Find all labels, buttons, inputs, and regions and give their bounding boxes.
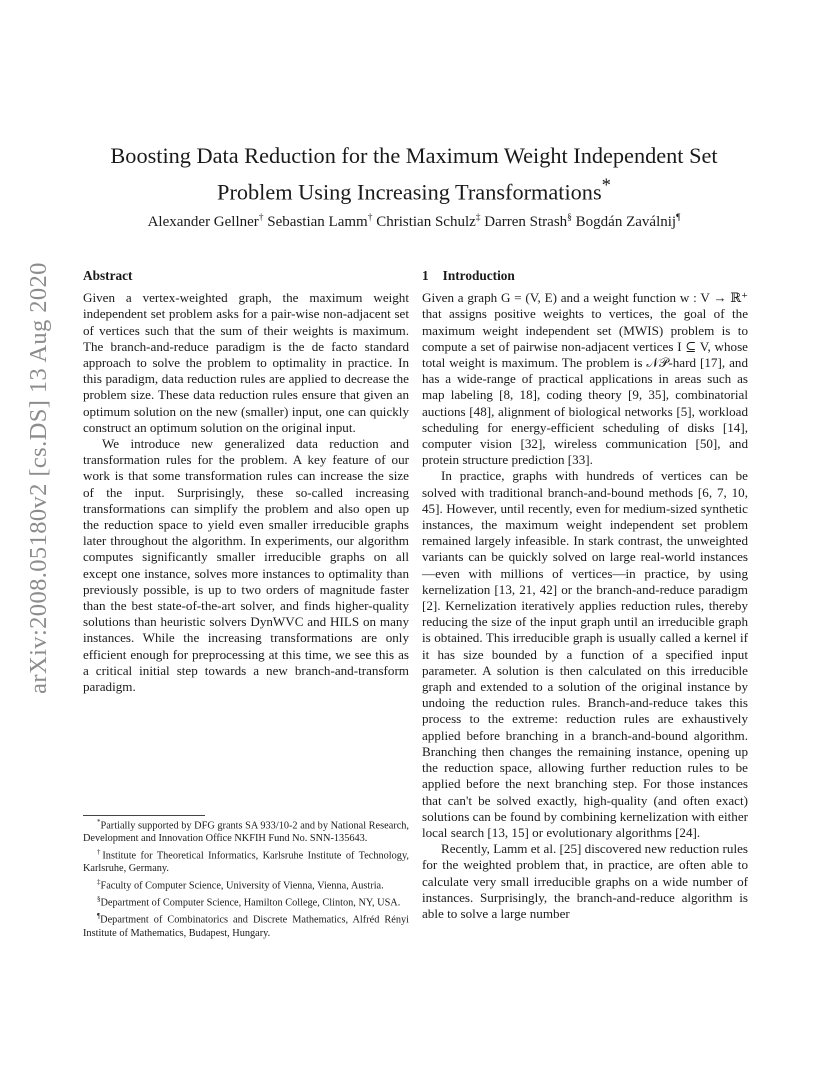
left-column [83, 268, 409, 695]
abstract-paragraph-2: We introduce new generalized data reduction and transformation rules for the problem. A key feature of our work is that some transformation rules can increase the size of the input. Surprisingly, these so-called increasing transformations can simplify the problem and also open up the reduction space to yield even smaller irreducible graphs later throughout the algorithm. In experiments, our algorithm computes significantly smaller irreducible graphs on all except one instance, solves more instances to optimality than previously possible, is up to two orders of magnitude faster than the best state-of-the-art solver, and finds higher-quality solutions than heuristic solvers DynWVC and HILS on many instances. While the increasing transformations are only efficient enough for preprocessing at this time, we see this as a critical initial step towards a new branch-and-transform paradigm. [83, 436, 409, 695]
title-line-2: Problem Using Increasing Transformations [217, 179, 602, 205]
author-affiliation-mark: † [367, 213, 373, 223]
footnote-mark: * [97, 818, 101, 826]
footnote-mark: ‡ [97, 878, 101, 887]
footnote [83, 893, 409, 910]
arxiv-identifier [19, 261, 59, 694]
footnote-mark: § [97, 895, 101, 904]
author-name: Alexander Gellner [147, 214, 259, 230]
footnote-text: Institute for Theoretical Informatics, Karlsruhe Institute of Technology, Karlsruhe, Germany. [83, 850, 410, 875]
footnote-mark: † [97, 848, 103, 857]
footnote-text: Department of Combinatorics and Discrete Mathematics, Alfréd Rényi Institute of Mathematics, Budapest, Hungary. [83, 914, 409, 939]
intro-paragraph-2: In practice, graphs with hundreds of vertices can be solved with traditional branch-and-bound methods [6, 7, 10, 45]. However, until recently, even for medium-sized synthetic instances, the maximum weight independent set problem remained largely infeasible. In stark contrast, the unweighted variants can be quickly solved on large real-world instances—even with millions of vertices—in practice, by using kernelization [13, 21, 42] or the branch-and-reduce paradigm [2]. Kernelization iteratively applies reduction rules, thereby reducing the size of the input graph until an irreducible graph is obtained. This irreducible graph is usually called a kernel if it has size bounded by a function of a specified input parameter. A solution is then calculated on this irreducible graph and extended to a solution of the original instance by undoing the reduction rules. Branch-and-reduce takes this process to the extreme: reduction rules are exhaustively applied before branching in a branch-and-bound algorithm. Branching then changes the remaining instance, opening up the reduction space, allowing further reduction rules to be applied before the next branching step. For those instances that can't be solved exactly, high-quality (and often exact) solutions can be found by combining kernelization with either local search [13, 15] or evolutionary algorithms [24]. [422, 468, 748, 840]
section-title: Introduction [442, 268, 515, 283]
footnote-text: Faculty of Computer Science, University of Vienna, Vienna, Austria. [100, 880, 384, 892]
footnote [83, 846, 409, 876]
footnotes [83, 816, 409, 940]
author-name: Darren Strash [484, 214, 568, 230]
footnote [83, 876, 409, 893]
author-name: Sebastian Lamm [267, 214, 368, 230]
author-affiliation-mark: ¶ [676, 213, 681, 223]
section-number: 1 [422, 268, 429, 283]
author-list [60, 213, 768, 231]
footnote-mark: ¶ [97, 912, 101, 921]
author-affiliation-mark: ‡ [475, 213, 481, 223]
intro-paragraph-3: Recently, Lamm et al. [25] discovered new reduction rules for the weighted problem that, in practice, are often able to calculate very small irreducible graphs on a wide number of instances. Surprisingly, the branch-and-reduce algorithm is able to solve a large number [422, 841, 748, 921]
right-column [422, 268, 748, 922]
author-affiliation-mark: † [258, 213, 264, 223]
paper-title [60, 141, 768, 207]
author-name: Christian Schulz [376, 214, 476, 230]
footnote-text: Department of Computer Science, Hamilton College, Clinton, NY, USA. [100, 897, 401, 909]
footnote [83, 910, 409, 940]
abstract-heading: Abstract [83, 268, 133, 283]
arxiv-id-text: arXiv:2008.05180v2 [cs.DS] 13 Aug 2020 [25, 261, 52, 694]
footnote-text: Partially supported by DFG grants SA 933/10-2 and by National Research, Development and Innovation Office NKFIH Fund No. SNN-135643. [83, 820, 409, 845]
footnote [83, 816, 409, 846]
abstract-paragraph-1: Given a vertex-weighted graph, the maximum weight independent set problem asks for a pair-wise non-adjacent set of vertices such that the sum of their weights is maximum. The branch-and-reduce paradigm is the de facto standard approach to solve the problem to optimality in practice. In this paradigm, data reduction rules are applied to decrease the problem size. These data reduction rules ensure that given an optimum solution on the new (smaller) input, one can quickly construct an optimum solution on the original input. [83, 290, 409, 435]
author-name: Bogdán Zaválnij [575, 214, 677, 230]
introduction-heading [422, 268, 748, 284]
author-affiliation-mark: § [567, 213, 572, 223]
intro-paragraph-1: Given a graph G = (V, E) and a weight function w : V → ℝ⁺ that assigns positive weights to vertices, the goal of the maximum weight independent set (MWIS) problem is to compute a set of pairwise non-adjacent vertices I ⊆ V, whose total weight is maximum. The problem is 𝒩𝒫-hard [17], and has a wide-range of practical applications in areas such as map labeling [8, 18], coding theory [9, 35], combinatorial auctions [48], alignment of biological networks [5], workload scheduling for energy-efficient scheduling of disks [14], computer vision [32], wireless communication [50], and protein structure prediction [33]. [422, 290, 748, 468]
title-line-1: Boosting Data Reduction for the Maximum Weight Independent Set [110, 143, 718, 168]
title-footnote-mark: * [601, 175, 611, 196]
